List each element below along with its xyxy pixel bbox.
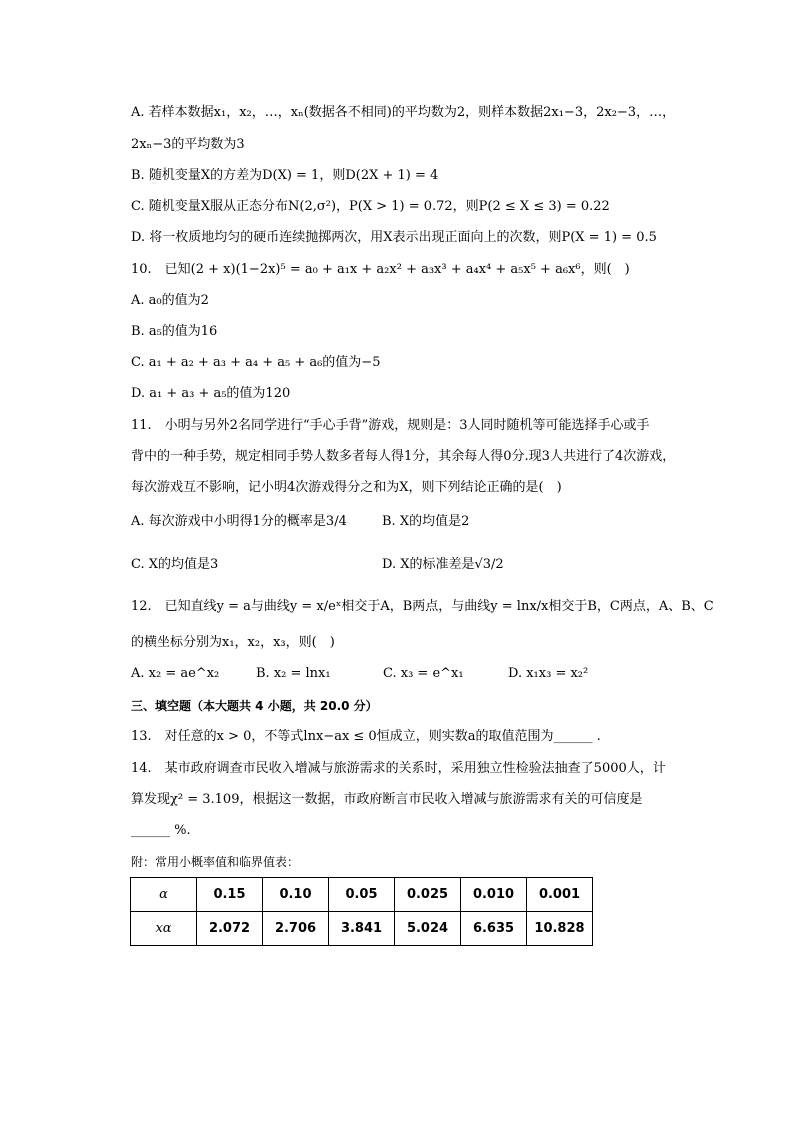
q14-stem-line1: 14. 某市政府调查市民收入增减与旅游需求的关系时，采用独立性检验法抽查了5000人，计	[131, 761, 666, 776]
q11-option-b: B. X的均值是2	[382, 514, 470, 529]
table-cell: 0.10	[263, 878, 329, 912]
table-cell: 3.841	[329, 912, 395, 946]
table-cell: 2.706	[263, 912, 329, 946]
q10-option-b: B. a₅的值为16	[131, 324, 218, 339]
q9-option-c: C. 随机变量X服从正态分布N(2,σ²)，P(X > 1) = 0.72，则P(2 ≤ X ≤ 3) = 0.22	[131, 199, 610, 214]
table-cell: 2.072	[197, 912, 263, 946]
q13-stem: 13. 对任意的x > 0，不等式lnx−ax ≤ 0恒成立，则实数a的取值范围为______ .	[131, 729, 601, 744]
table-cell: 0.010	[461, 878, 527, 912]
table-caption: 附：常用小概率值和临界值表：	[131, 855, 300, 869]
q14-stem-line3: ______ %.	[131, 823, 191, 838]
table-cell: 0.025	[395, 878, 461, 912]
q11-stem-line3: 每次游戏互不影响，记小明4次游戏得分之和为X，则下列结论正确的是( )	[131, 480, 562, 495]
q12-option-c: C. x₃ = e^x₁	[383, 666, 464, 681]
table-cell: 5.024	[395, 912, 461, 946]
q10-option-d: D. a₁ + a₃ + a₅的值为120	[131, 386, 291, 401]
table-header-alpha: α	[131, 878, 197, 912]
critical-value-table	[130, 877, 593, 946]
table-cell: 0.15	[197, 878, 263, 912]
q9-option-a-line1: A. 若样本数据x₁，x₂，…，xₙ(数据各不相同)的平均数为2，则样本数据2x₁−3，2x₂−3，…，	[131, 105, 676, 120]
q11-option-d: D. X的标准差是√3/2	[382, 557, 504, 572]
q11-option-a: A. 每次游戏中小明得1分的概率是3/4	[131, 514, 347, 529]
q10-stem: 10. 已知(2 + x)(1−2x)⁵ = a₀ + a₁x + a₂x² + a₃x³ + a₄x⁴ + a₅x⁵ + a₆x⁶，则( )	[131, 262, 630, 277]
table-cell: 0.001	[527, 878, 593, 912]
table-header-x-alpha: xα	[131, 912, 197, 946]
q12-option-d: D. x₁x₃ = x₂²	[508, 666, 589, 681]
q14-stem-line2: 算发现χ² = 3.109，根据这一数据，市政府断言市民收入增减与旅游需求有关的可信度是	[131, 792, 643, 807]
q10-option-c: C. a₁ + a₂ + a₃ + a₄ + a₅ + a₆的值为−5	[131, 355, 381, 370]
q11-option-c: C. X的均值是3	[131, 557, 219, 572]
q9-option-d: D. 将一枚质地均匀的硬币连续抛掷两次，用X表示出现正面向上的次数，则P(X = 1) = 0.5	[131, 230, 657, 245]
q9-option-b: B. 随机变量X的方差为D(X) = 1，则D(2X + 1) = 4	[131, 168, 439, 183]
q12-stem-line1: 12. 已知直线y = a与曲线y = x/eˣ相交于A，B两点，与曲线y = lnx/x相交于B，C两点，A、B、C	[131, 599, 714, 614]
q12-option-a: A. x₂ = ae^x₂	[131, 666, 220, 681]
table-row-critical	[131, 912, 593, 946]
q9-option-a-line2: 2xₙ−3的平均数为3	[131, 137, 245, 152]
q11-stem-line1: 11. 小明与另外2名同学进行“手心手背”游戏，规则是：3人同时随机等可能选择手心或手	[131, 418, 650, 433]
q12-stem-line2: 的横坐标分别为x₁，x₂，x₃，则( )	[131, 635, 335, 650]
q10-option-a: A. a₀的值为2	[131, 293, 209, 308]
q11-stem-line2: 背中的一种手势，规定相同手势人数多者每人得1分，其余每人得0分.现3人共进行了4次游戏，	[131, 449, 676, 464]
table-row-alpha	[131, 878, 593, 912]
table-cell: 0.05	[329, 878, 395, 912]
table-cell: 10.828	[527, 912, 593, 946]
section-3-heading: 三、填空题（本大题共 4 小题，共 20.0 分）	[131, 699, 378, 713]
table-cell: 6.635	[461, 912, 527, 946]
q12-option-b: B. x₂ = lnx₁	[256, 666, 331, 681]
